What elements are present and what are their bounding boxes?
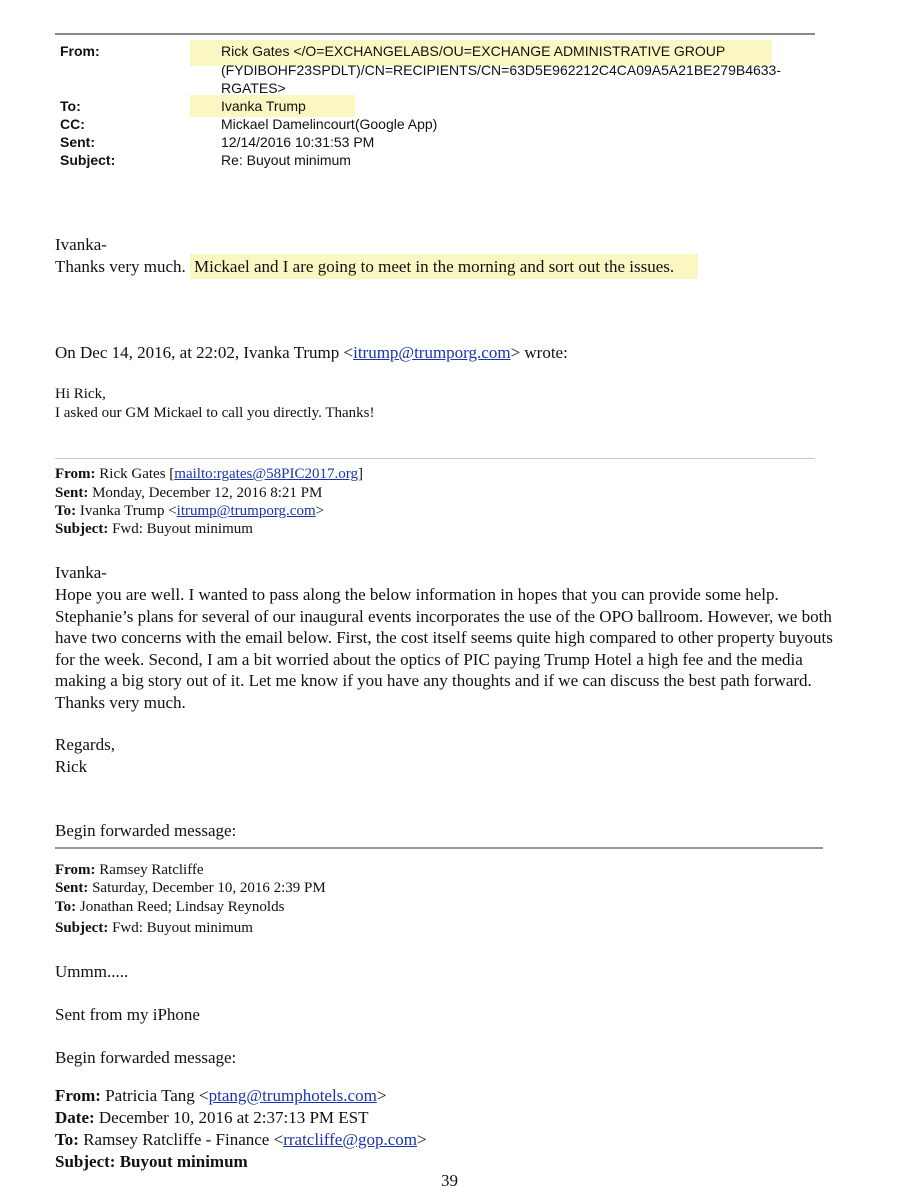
msg4-subject-label: Subject: (55, 1152, 116, 1171)
msg3-forward-notice: Begin forwarded message: (55, 1048, 237, 1067)
page-number: 39 (441, 1171, 458, 1190)
msg2-sent-label: Sent: (55, 485, 89, 501)
msg3-sent-label: Sent: (55, 880, 89, 896)
msg4-to-label: To: (55, 1130, 79, 1149)
msg2-to (55, 502, 324, 520)
msg4-date-value: December 10, 2016 at 2:37:13 PM EST (98, 1108, 369, 1127)
msg2-signature: Rick (55, 757, 88, 776)
msg4-to-close: > (417, 1130, 427, 1149)
msg3-from (55, 861, 204, 879)
msg3-subject-value: Fwd: Buyout minimum (112, 920, 253, 936)
msg2-subject-value: Fwd: Buyout minimum (112, 521, 253, 537)
msg2-regards: Regards, (55, 735, 115, 754)
msg4-to-name: Ramsey Ratcliffe - Finance < (83, 1130, 284, 1149)
msg4-from-label: From: (55, 1086, 101, 1105)
sent-label: Sent: (60, 134, 95, 150)
ptang-email-link[interactable]: ptang@trumphotels.com (208, 1086, 377, 1105)
msg2-from-label: From: (55, 466, 96, 482)
cc-value: Mickael Damelincourt(Google App) (221, 116, 438, 132)
quote-intro (55, 342, 568, 364)
rgates-mailto-link[interactable]: mailto:rgates@58PIC2017.org (174, 466, 358, 482)
subject-label: Subject: (60, 152, 116, 168)
reply-line (55, 256, 698, 278)
msg2-to-name: Ivanka Trump < (79, 503, 177, 519)
msg4-date-label: Date: (55, 1108, 95, 1127)
msg4-from-name: Patricia Tang < (105, 1086, 209, 1105)
msg3-subject-label: Subject: (55, 920, 109, 936)
separator-1 (55, 458, 815, 459)
from-value-line1: Rick Gates </O=EXCHANGELABS/OU=EXCHANGE ADMINISTRATIVE GROUP (221, 43, 726, 59)
msg3-line-1: Ummm..... (55, 962, 129, 981)
msg4-from-close: > (376, 1086, 387, 1105)
to-value: Ivanka Trump (221, 98, 306, 114)
msg2-itrump-email-link[interactable]: itrump@trumporg.com (176, 503, 316, 519)
msg2-forward-notice: Begin forwarded message: (55, 821, 237, 840)
msg3-from-label: From: (55, 862, 96, 878)
msg3-to-label: To: (55, 899, 77, 915)
msg2-sent-value: Monday, December 12, 2016 8:21 PM (92, 485, 323, 501)
from-label: From: (60, 43, 100, 59)
quote-line-1: Hi Rick, (55, 386, 106, 402)
separator-2 (55, 847, 823, 849)
reply-highlighted-text: Mickael and I are going to meet in the morning and sort out the issues. (190, 254, 698, 279)
rratcliffe-email-link[interactable]: rratcliffe@gop.com (283, 1130, 418, 1149)
msg2-from-name: Rick Gates [ (99, 466, 175, 482)
cc-label: CC: (60, 116, 85, 132)
msg2-subject-label: Subject: (55, 521, 109, 537)
msg4-subject-value: Buyout minimum (119, 1152, 248, 1171)
msg2-subject (55, 520, 253, 538)
itrump-email-link[interactable]: itrump@trumporg.com (353, 343, 511, 362)
msg3-subject (55, 919, 253, 937)
msg3-sent (55, 879, 326, 897)
msg2-to-label: To: (55, 503, 77, 519)
msg4-subject (55, 1151, 248, 1173)
msg3-sent-value: Saturday, December 10, 2016 2:39 PM (92, 880, 326, 896)
sent-value: 12/14/2016 10:31:53 PM (221, 134, 375, 150)
msg2-paragraph: Hope you are well. I wanted to pass along the below information in hopes that you can provide some help. Stephanie’s plans for several of our inaugural events incorporates the use of the OPO ballroom. However, we both have two concerns with the email below. First, the cost itself seems quite high compared to other property buyouts for the week. Second, I am a bit worried about the optics of PIC paying Trump Hotel a high fee and the media making a big story out of it. Let me know if you have any thoughts and if we can discuss the best path forward. Thanks very much. (55, 585, 833, 712)
quote-intro-suffix: > wrote: (510, 343, 568, 362)
quote-line-2: I asked our GM Mickael to call you directly. Thanks! (55, 405, 375, 421)
subject-value: Re: Buyout minimum (221, 152, 351, 168)
header-top-rule (55, 33, 815, 35)
msg3-to-value: Jonathan Reed; Lindsay Reynolds (79, 899, 285, 915)
msg2-greeting: Ivanka- (55, 563, 107, 582)
msg2-sent (55, 484, 322, 502)
quote-intro-prefix: On Dec 14, 2016, at 22:02, Ivanka Trump < (55, 343, 354, 362)
msg3-to (55, 898, 284, 916)
msg4-from (55, 1085, 386, 1107)
msg2-to-close: > (315, 503, 325, 519)
msg3-line-2: Sent from my iPhone (55, 1005, 200, 1024)
reply-text: Thanks very much. (55, 257, 186, 276)
msg4-date (55, 1107, 369, 1129)
msg3-from-value: Ramsey Ratcliffe (99, 862, 204, 878)
from-value-line2: (FYDIBOHF23SPDLT)/CN=RECIPIENTS/CN=63D5E962212C4CA09A5A21BE279B4633- (221, 62, 781, 78)
from-value-line3: RGATES> (221, 80, 286, 96)
msg2-from-close: ] (357, 466, 363, 482)
msg2-from (55, 465, 363, 483)
to-label: To: (60, 98, 81, 114)
msg4-to (55, 1129, 427, 1151)
reply-greeting: Ivanka- (55, 235, 107, 254)
